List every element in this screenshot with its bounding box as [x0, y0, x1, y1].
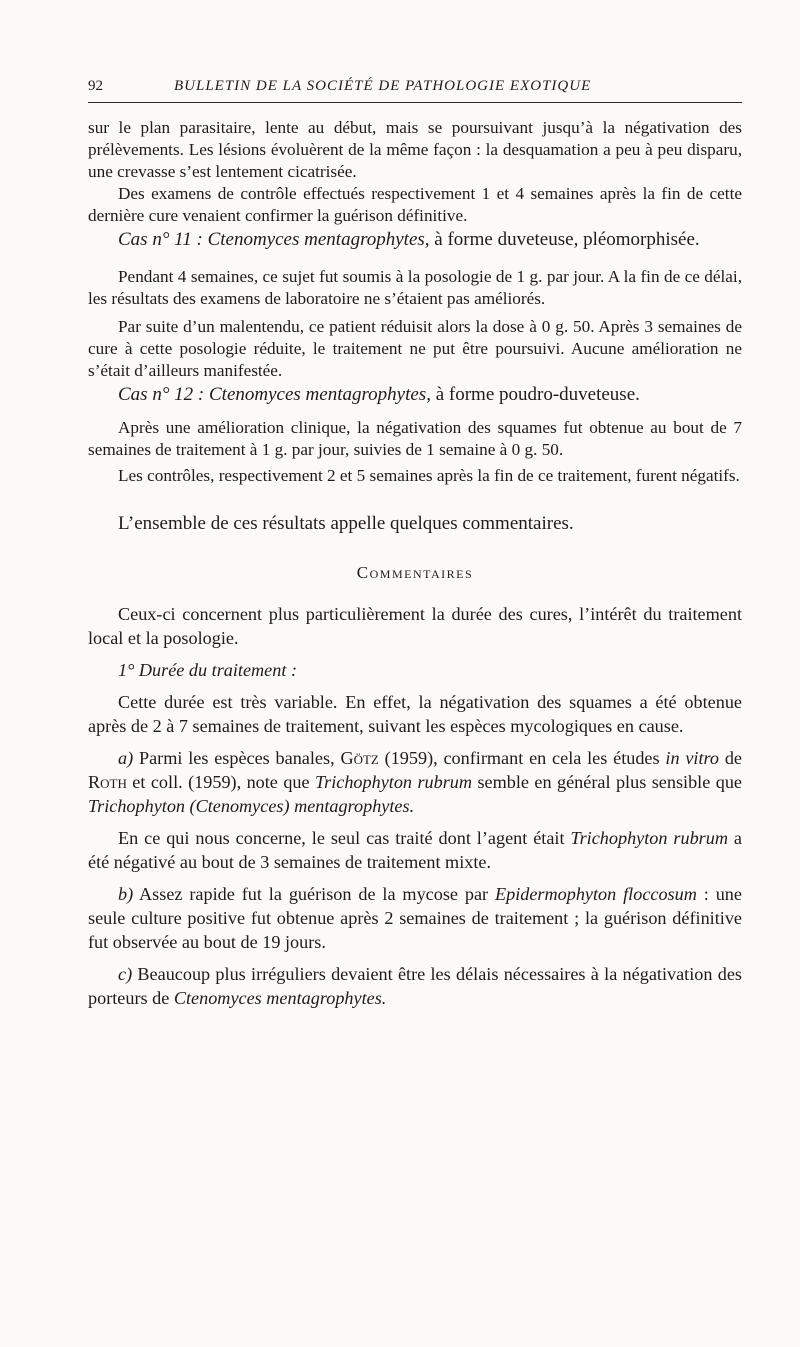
journal-title: BULLETIN DE LA SOCIÉTÉ DE PATHOLOGIE EXOTIQUE	[174, 78, 592, 94]
case-12-label: Cas n° 12 : Ctenomyces mentagrophytes,	[118, 384, 431, 405]
paragraph-4: Par suite d’un malentendu, ce patient réduisit alors la dose à 0 g. 50. Après 3 semaines de cure à cette posologie réduite, le traitement ne put être poursuivi. Aucune amélioration ne s’était d’ailleurs manifestée.	[88, 317, 742, 380]
journal-page	[88, 72, 742, 1010]
paragraph-a: a) Parmi les espèces banales, Götz (1959), confirmant en cela les études in vitro de Roth et coll. (1959), note que Trichophyton rubrum semble en général plus sensible que Trichophyton (Ctenomyces) mentagrophytes.	[88, 748, 742, 816]
running-header	[88, 72, 742, 103]
paragraph-b: b) Assez rapide fut la guérison de la mycose par Epidermophyton floccosum : une seule culture positive fut obtenue après 2 semaines de traitement ; la guérison définitive fut observée au bout de 19 jours.	[88, 884, 742, 952]
case-11-label: Cas n° 11 : Ctenomyces mentagrophytes,	[118, 229, 430, 250]
paragraph-5: Après une amélioration clinique, la négativation des squames fut obtenue au bout de 7 semaines de traitement à 1 g. par jour, suivies de 1 semaine à 0 g. 50.	[88, 418, 742, 459]
case-11-rest: à forme duveteuse, pléomorphisée.	[434, 229, 700, 250]
paragraph-7: L’ensemble de ces résultats appelle quelques commentaires.	[118, 513, 574, 534]
marker-c: c)	[118, 964, 133, 984]
author-gotz: Götz	[340, 748, 379, 768]
subheading-duration: 1° Durée du traitement :	[118, 660, 298, 680]
author-roth: Roth	[88, 772, 127, 792]
marker-b: b)	[118, 884, 134, 904]
case-12-heading	[88, 382, 742, 407]
paragraph-2: Des examens de contrôle effectués respectivement 1 et 4 semaines après la fin de cette dernière cure venaient confirmer la guérison définitive.	[88, 184, 742, 225]
page-number: 92	[88, 78, 103, 94]
paragraph-c: c) Beaucoup plus irréguliers devaient être les délais nécessaires à la négativation des porteurs de Ctenomyces mentagrophytes.	[88, 964, 742, 1008]
paragraph-9: Cette durée est très variable. En effet, la négativation des squames a été obtenue après de 2 à 7 semaines de traitement, suivant les espèces mycologiques en cause.	[88, 692, 742, 736]
case-12-rest: à forme poudro-duveteuse.	[435, 384, 640, 405]
paragraph-1: sur le plan parasitaire, lente au début, mais se poursuivant jusqu’à la négativation des prélèvements. Les lésions évoluèrent de la même façon : la desquamation a peu à peu disparu, une crevasse s’est lentement cicatrisée.	[88, 118, 742, 181]
case-11-heading	[88, 227, 742, 252]
section-heading: Commentaires	[356, 563, 474, 582]
paragraph-3: Pendant 4 semaines, ce sujet fut soumis à la posologie de 1 g. par jour. A la fin de ce délai, les résultats des examens de laboratoire ne s’étaient pas améliorés.	[88, 267, 742, 308]
paragraph-10: En ce qui nous concerne, le seul cas traité dont l’agent était Trichophyton rubrum a été négativé au bout de 3 semaines de traitement mixte.	[88, 828, 743, 872]
paragraph-6: Les contrôles, respectivement 2 et 5 semaines après la fin de ce traitement, furent négatifs.	[118, 466, 740, 485]
marker-a: a)	[118, 748, 134, 768]
article-body	[88, 117, 742, 1010]
paragraph-8: Ceux-ci concernent plus particulièrement la durée des cures, l’intérêt du traitement local et la posologie.	[88, 604, 742, 648]
